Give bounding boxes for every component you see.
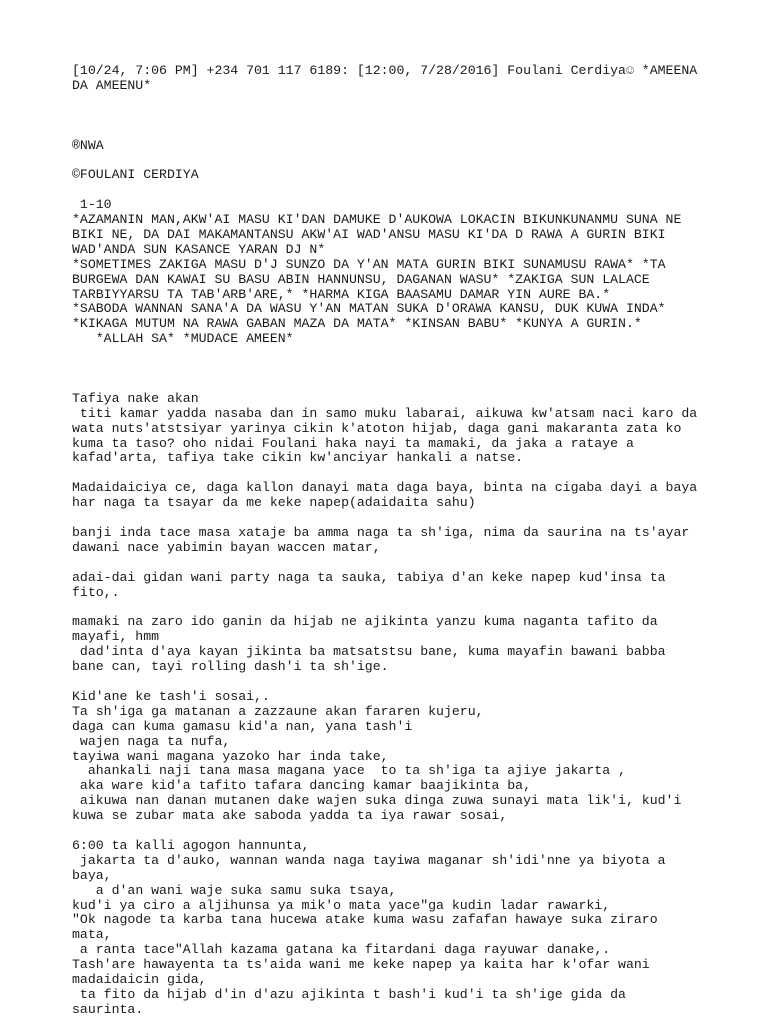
spacer	[72, 675, 702, 690]
story-intro: Tafiya nake akan titi kamar yadda nasaba dan in samo muku labarai, aikuwa kw'atsam naci karo da wata nuts'atstsiyar yarinya cikin k'atoton hijab, daga gani makaranta zata ko kuma ta taso? oho nidai Foulani haka nayi ta mamaki, da jaka a rataye a kafad'arta, tafiya take cikin kw'anciyar hankali a natse.	[72, 390, 698, 466]
dua-paragraph: *AZAMANIN MAN,AKW'AI MASU KI'DAN DAMUKE D'AUKOWA LOKACIN BIKUNKUNANMU SUNA NE BIKI NE, DA DAI MAKAMANTANSU AKW'AI WAD'ANSU MASU KI'DA D RAWA A GURIN BIKI WAD'ANDA SUN KASANCE YARAN DJ N* *SOMETIMES ZAKIGA MASU D'J SUNZO DA Y'AN MATA GURIN BIKI SUNAMUSU RAWA* *TA BURGEWA DAN KAWAI SU BASU ABIN HANNUNSU, DAGANAN WASU* *ZAKIGA SUN LALACE TARBIYYARSU TA TAB'ARB'ARE,* *HARMA KIGA BAASAMU DAMAR YIN AURE BA.* *SABODA WANNAN SANA'A DA WASU Y'AN MATAN SUKA D'ORAWA KANSU, DUK KUWA INDA* *KIKAGA MUTUM NA RAWA GABAN MAZA DA MATA* *KINSAN BABU* *KUNYA A GURIN.* *ALLAH SA* *MUDACE AMEEN*	[72, 212, 682, 347]
spacer	[72, 94, 702, 139]
story-paragraph: Madaidaiciya ce, daga kallon danayi mata daga baya, binta na cigaba dayi a baya har naga ta tsayar da me keke napep(adaidaita sahu)	[72, 480, 706, 511]
spacer	[72, 183, 702, 198]
spacer	[72, 511, 702, 526]
story-paragraph: Kid'ane ke tash'i sosai,. Ta sh'iga ga matanan a zazzaune akan fararen kujeru, daga can kuma gamasu kid'a nan, yana tash'i wajen naga ta nufa, tayiwa wani magana yazoko har inda take, ahankali naji tana masa magana yace to ta sh'iga ta ajiye jakarta , aka ware kid'a tafito tafara dancing kamar baajikinta ba, aikuwa nan danan mutanen dake wajen suka dinga zuwa sunayi mata lik'i, kud'i kuwa se zubar mata ake saboda yadda ta iya rawar sosai,	[72, 688, 682, 824]
copyright-mark: ©FOULANI CERDIYA	[72, 167, 199, 183]
message-header: [10/24, 7:06 PM] +234 701 117 6189: [12:00, 7/28/2016] Foulani Cerdiya☺ *AMEENA DA AMEENU*	[72, 63, 706, 93]
story-paragraph: banji inda tace masa xataje ba amma naga ta sh'iga, nima da saurina na ts'ayar dawani nace yabimin bayan waccen matar,	[72, 524, 698, 555]
spacer	[72, 556, 702, 571]
spacer	[72, 347, 702, 392]
spacer	[72, 153, 702, 168]
spacer	[72, 824, 702, 839]
story-paragraph: mamaki na zaro ido ganin da hijab ne ajikinta yanzu kuma naganta tafito da mayafi, hmm dad'inta d'aya kayan jikinta ba matsatstsu bane, kuma mayafin bawani babba bane can, tayi rolling dash'i ta sh'ige.	[72, 614, 666, 675]
verses-label: 1-10	[72, 197, 112, 213]
story-paragraph: adai-dai gidan wani party naga ta sauka, tabiya d'an keke napep kud'insa ta fito,.	[72, 569, 674, 600]
registered-mark: ®NWA	[72, 137, 104, 153]
spacer	[72, 600, 702, 615]
document-page	[72, 63, 706, 1018]
spacer	[72, 466, 702, 481]
story-paragraph: 6:00 ta kalli agogon hannunta, jakarta ta d'auko, wannan wanda naga tayiwa maganar sh'idi'nne ya biyota a baya, a d'an wani waje suka samu suka tsaya, kud'i ya ciro a aljihunsa ya mik'o mata yace"ga kudin ladar rawarki, "Ok nagode ta karba tana hucewa atake kuma wasu zafafan hawaye suka ziraro mata, a ranta tace"Allah kazama gatana ka fitardani daga rayuwar danake,. Tash'are hawayenta ta ts'aida wani me keke napep ya kaita har k'ofar wani madaidaicin gida, ta fito da hijab d'in d'azu ajikinta t bash'i kud'i ta sh'ige gida da saurinta.	[72, 837, 666, 1017]
